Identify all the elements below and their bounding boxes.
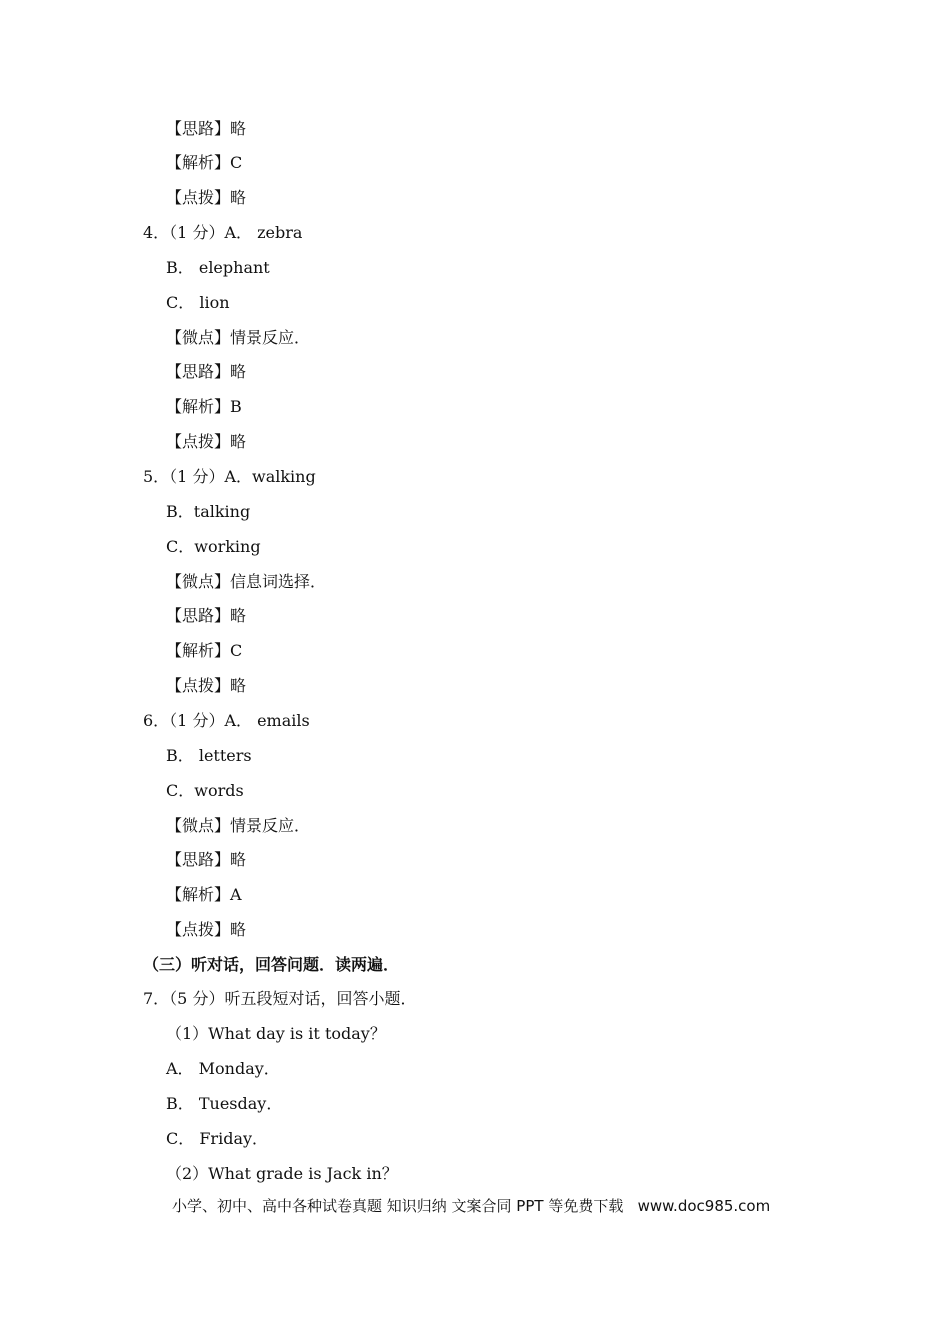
text-line: 【思路】略 (166, 606, 247, 625)
text-line: 【点拨】略 (166, 920, 247, 939)
option-line: C．words (166, 781, 244, 800)
text-line: 【解析】B (166, 397, 242, 416)
question-6-line: 6．（1 分）A． emails (143, 711, 310, 730)
text-line: 【点拨】略 (166, 188, 247, 207)
text-line: 【思路】略 (166, 119, 247, 138)
option-line: C．working (166, 537, 261, 556)
text-line: 【解析】A (166, 885, 242, 904)
page-footer: 小学、初中、高中各种试卷真题 知识归纳 文案合同 PPT 等免费下载 www.doc985.com (172, 1197, 771, 1215)
text-line: 【点拨】略 (166, 676, 247, 695)
sub-question-line: （2）What grade is Jack in？ (166, 1164, 398, 1183)
option-line: C． Friday． (166, 1129, 269, 1148)
option-line: B． Tuesday． (166, 1094, 283, 1113)
option-line: A． Monday． (166, 1059, 280, 1078)
text-line: 【解析】C (166, 153, 243, 172)
option-line: B． letters (166, 746, 252, 765)
text-line: 【微点】信息词选择． (166, 572, 327, 591)
question-4-line: 4．（1 分）A． zebra (143, 223, 303, 242)
option-line: B． elephant (166, 258, 270, 277)
text-line: 【点拨】略 (166, 432, 247, 451)
option-line: B．talking (166, 502, 251, 521)
text-line: 【微点】情景反应． (166, 816, 311, 835)
question-5-line: 5．（1 分）A．walking (143, 467, 316, 486)
text-line: 【思路】略 (166, 362, 247, 381)
question-7-line: 7．（5 分）听五段短对话，回答小题． (143, 989, 417, 1008)
text-line: 【思路】略 (166, 850, 247, 869)
text-line: 【微点】情景反应． (166, 328, 311, 347)
section-heading: （三）听对话，回答问题．读两遍． (143, 955, 400, 974)
sub-question-line: （1）What day is it today？ (166, 1024, 386, 1043)
text-line: 【解析】C (166, 641, 243, 660)
option-line: C． lion (166, 293, 230, 312)
